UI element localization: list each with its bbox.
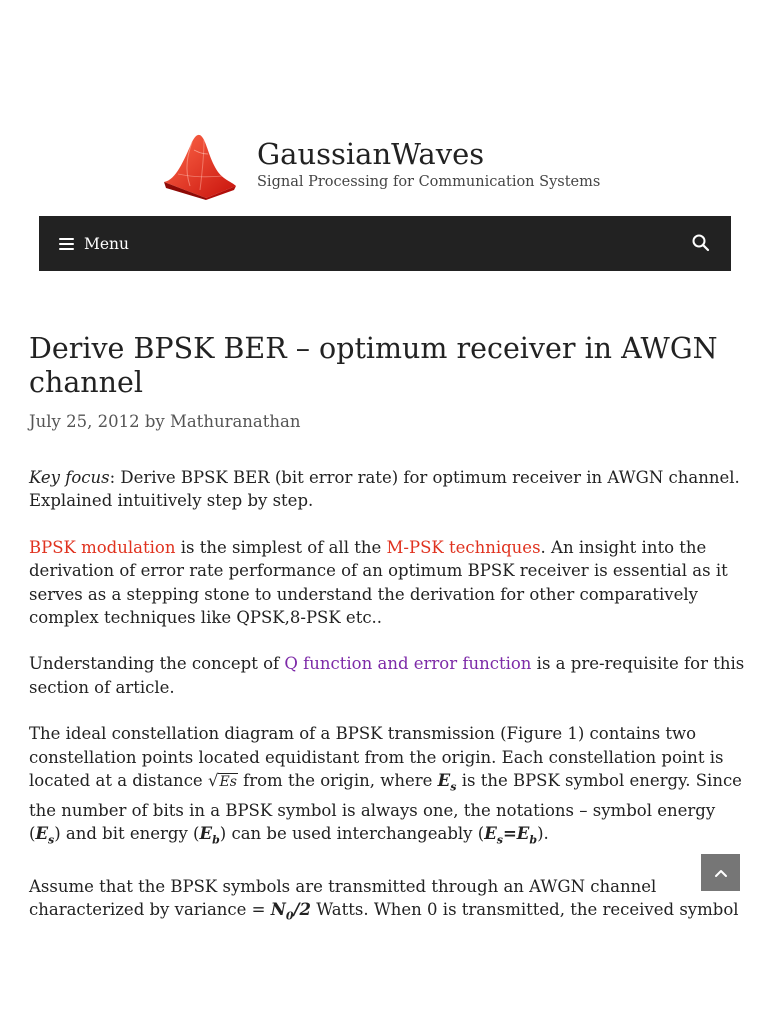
prereq-text-1: Understanding the concept of bbox=[29, 654, 285, 674]
noise-variance-formula bbox=[270, 900, 311, 923]
key-focus-text: : Derive BPSK BER (bit error rate) for optimum receiver in AWGN channel. Explained intuitively step by step. bbox=[29, 468, 740, 511]
site-header bbox=[0, 0, 768, 216]
site-title[interactable]: GaussianWaves bbox=[257, 137, 485, 171]
eb-base-2: E bbox=[516, 824, 530, 844]
es-base: E bbox=[437, 771, 451, 791]
constellation-text-1: The ideal constellation diagram of a BPSK transmission (Figure 1) contains two constellation points located equidistant from the origin. Each constellation point is located at a distance bbox=[29, 724, 724, 791]
scroll-to-top-button[interactable] bbox=[701, 854, 740, 891]
equals-sign: = bbox=[502, 824, 517, 844]
article-meta bbox=[29, 411, 300, 433]
post-date[interactable]: July 25, 2012 bbox=[29, 412, 140, 431]
constellation-text-2: from the origin, where bbox=[237, 771, 438, 791]
sqrt-argument: Es bbox=[219, 774, 237, 791]
awgn-text-1: Assume that the BPSK symbols are transmitted through an AWGN channel characterized by variance = bbox=[29, 876, 657, 920]
eb-sub-2: b bbox=[529, 833, 538, 847]
menu-label: Menu bbox=[84, 234, 130, 253]
chevron-up-icon bbox=[714, 868, 728, 878]
intro-text-1: is the simplest of all the bbox=[175, 537, 387, 557]
awgn-paragraph bbox=[29, 875, 749, 928]
article-content bbox=[29, 466, 749, 951]
es-sub-2: s bbox=[48, 833, 55, 847]
constellation-text-6: ). bbox=[537, 824, 549, 844]
constellation-text-5: ) can be used interchangeably ( bbox=[219, 824, 485, 844]
es-equals-eb bbox=[484, 824, 538, 847]
es-symbol-2 bbox=[35, 824, 55, 847]
awgn-text-2: Watts. When 0 is transmitted, the received symbol bbox=[311, 900, 739, 920]
intro-text-2: . An insight into the derivation of error rate performance of an optimum BPSK receiver is essential as it serves as a stepping stone to understand the derivation for other comparatively complex techniques like QPSK,8-PSK etc.. bbox=[29, 537, 728, 628]
n-sub: 0 bbox=[285, 909, 294, 923]
n-base: N bbox=[270, 900, 286, 920]
key-focus-label: Key focus bbox=[29, 468, 110, 487]
es-base-3: E bbox=[484, 824, 497, 844]
main-navigation bbox=[39, 216, 731, 271]
prerequisite-paragraph bbox=[29, 652, 749, 699]
es-base-2: E bbox=[35, 824, 49, 844]
key-focus-paragraph bbox=[29, 466, 749, 513]
eb-sub: b bbox=[212, 833, 220, 847]
constellation-text-4: ) and bit energy ( bbox=[54, 824, 200, 844]
byline-by: by bbox=[144, 412, 165, 431]
sqrt-es-formula: √Es bbox=[207, 771, 237, 791]
constellation-paragraph bbox=[29, 722, 749, 852]
hamburger-icon bbox=[59, 238, 74, 250]
constellation-text-3: is the BPSK symbol energy. Since the number of bits in a BPSK symbol is always one, the notations – symbol energy ( bbox=[29, 771, 742, 844]
gaussian-surface-logo[interactable] bbox=[160, 130, 240, 202]
q-function-link[interactable]: Q function and error function bbox=[284, 654, 532, 674]
mpsk-techniques-link[interactable]: M-PSK techniques bbox=[386, 537, 541, 557]
intro-paragraph bbox=[29, 536, 749, 630]
eb-base: E bbox=[199, 824, 213, 844]
eb-symbol bbox=[199, 824, 220, 847]
bpsk-modulation-link[interactable]: BPSK modulation bbox=[29, 537, 176, 557]
es-sub-3: s bbox=[496, 833, 503, 847]
n-tail: /2 bbox=[293, 900, 311, 920]
search-icon[interactable] bbox=[691, 233, 711, 253]
prereq-text-2: is a pre-requisite for this section of article. bbox=[29, 654, 745, 697]
author-link[interactable]: Mathuranathan bbox=[169, 412, 301, 431]
article-title: Derive BPSK BER – optimum receiver in AWGN channel bbox=[29, 332, 718, 399]
es-symbol bbox=[437, 771, 457, 794]
menu-toggle-button[interactable] bbox=[59, 216, 129, 271]
site-tagline: Signal Processing for Communication Systems bbox=[257, 174, 601, 190]
es-sub: s bbox=[450, 780, 457, 794]
